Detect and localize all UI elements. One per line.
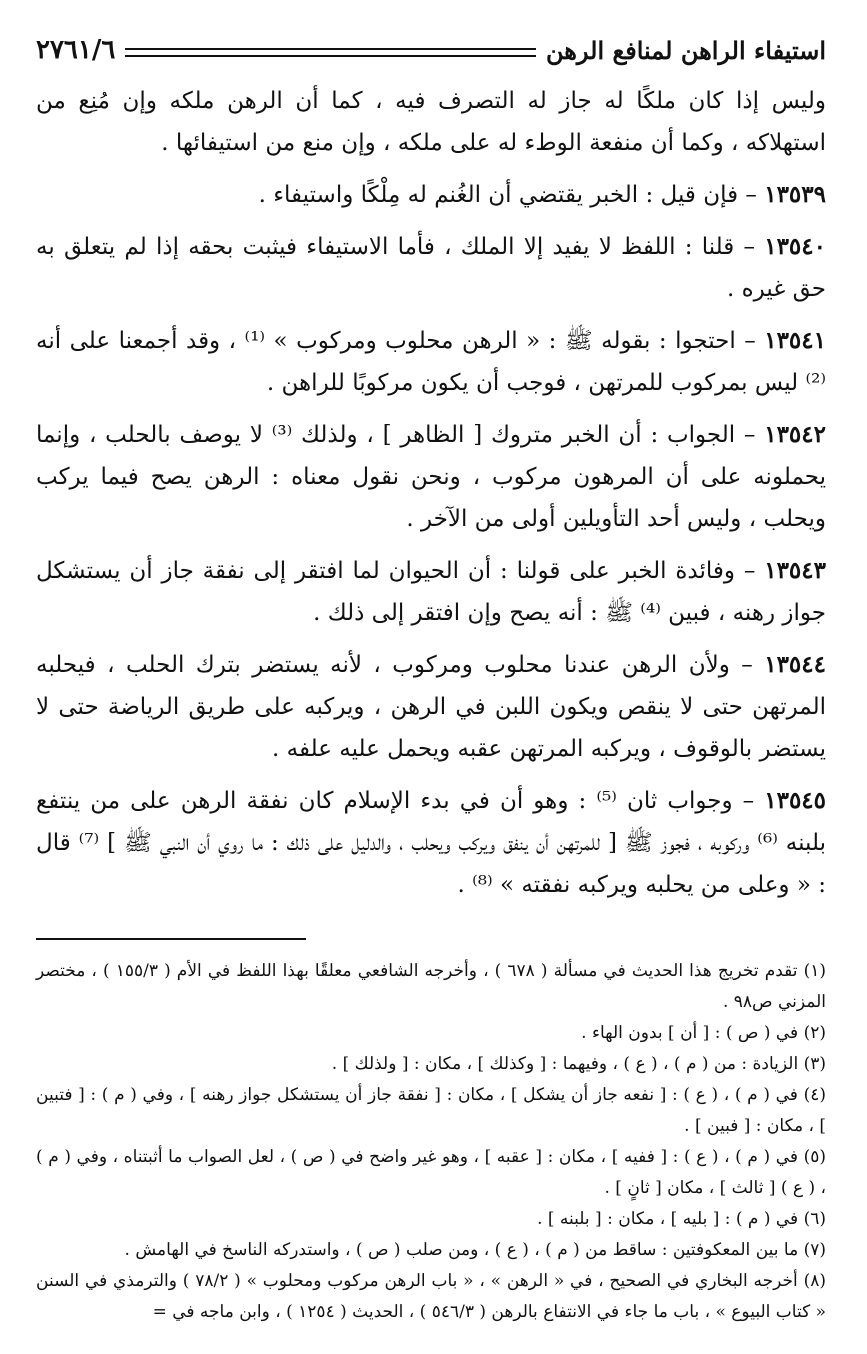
footnote-separator bbox=[36, 938, 306, 940]
footnotes bbox=[36, 956, 826, 1328]
footnote-4: (٤) في ( م ) ، ( ع ) : [ نفعه جاز أن يشكل ] ، مكان : [ نفقة جاز أن يستشكل جواز رهنه ] ، وفي ( م ) : [ فتبين ] ، مكان : [ فبين ] . bbox=[36, 1085, 826, 1136]
paragraph-text: – فإن قيل : الخبر يقتضي أن الغُنم له مِلْكًا واستيفاء . bbox=[258, 182, 765, 208]
paragraph-number: ١٣٥٣٩ bbox=[764, 181, 826, 208]
paragraph-continuation bbox=[36, 80, 826, 164]
page-number: ٢٧٦١/٦ bbox=[36, 35, 116, 65]
paragraph-13541 bbox=[36, 320, 826, 404]
paragraph-number: ١٣٥٤٢ bbox=[764, 421, 826, 448]
paragraph-text: – الجواب : أن الخبر متروك [ الظاهر ] ، ولذلك ⁽³⁾ لا يوصف بالحلب ، وإنما يحملونه على أن المرهون مركوب ، ونحن نقول معناه : الرهن يصح فيما يركب ويحلب ، وليس أحد التأويلين أولى من الآخر . bbox=[36, 422, 826, 532]
paragraph-text: وليس إذا كان ملكًا له جاز له التصرف فيه ، كما أن الرهن ملكه وإن مُنِع من استهلاكه ، وكما أن منفعة الوطء له على ملكه ، وإن منع من استيفائها . bbox=[36, 88, 826, 156]
paragraph-text: – ولأن الرهن عندنا محلوب ومركوب ، لأنه يستضر بترك الحلب ، فيحلبه المرتهن حتى لا ينقص ويكون اللبن في الرهن ، ويركبه على طريق الرياضة حتى لا يستضر بالوقوف ، ويركبه المرتهن عقبه ويحمل عليه علفه . bbox=[36, 652, 826, 762]
paragraph-13544 bbox=[36, 644, 826, 770]
header-double-rule bbox=[125, 48, 536, 57]
paragraph-number: ١٣٥٤٣ bbox=[764, 557, 826, 584]
paragraph-number: ١٣٥٤٤ bbox=[764, 651, 826, 678]
paragraph-number: ١٣٥٤٥ bbox=[764, 787, 827, 814]
footnote-separator-wrap bbox=[36, 916, 826, 956]
main-text bbox=[36, 80, 826, 906]
paragraph-number: ١٣٥٤٠ bbox=[764, 233, 826, 260]
header-title: استيفاء الراهن لمنافع الرهن bbox=[545, 35, 826, 65]
paragraph-13540 bbox=[36, 226, 826, 310]
footnote-8: (٨) أخرجه البخاري في الصحيح ، في « الرهن » ، « باب الرهن مركوب ومحلوب » ( ٧٨/٢ ) والترمذي في السنن « كتاب البيوع » ، باب ما جاء في الانتفاع بالرهن ( ٥٤٦/٣ ) ، الحديث ( ١٢٥٤ ) ، وابن ماجه في = bbox=[36, 1271, 826, 1322]
paragraph-text: – وفائدة الخبر على قولنا : أن الحيوان لما افتقر إلى نفقة جاز أن يستشكل جواز رهنه ، فبين ⁽⁴⁾ ﷺ : أنه يصح وإن افتقر إلى ذلك . bbox=[36, 558, 826, 626]
book-page bbox=[36, 28, 826, 1328]
paragraph-13545 bbox=[36, 780, 826, 906]
footnote-6: (٦) في ( م ) : [ بليه ] ، مكان : [ بلبنه ] . bbox=[537, 1209, 826, 1229]
footnote-7: (٧) ما بين المعكوفتين : ساقط من ( م ) ، ( ع ) ، ومن صلب ( ص ) ، واستدركه الناسخ في الهامش . bbox=[124, 1240, 826, 1260]
paragraph-number: ١٣٥٤١ bbox=[764, 327, 826, 354]
paragraph-13542 bbox=[36, 414, 826, 540]
paragraph-13539 bbox=[36, 174, 826, 216]
paragraph-13543 bbox=[36, 550, 826, 634]
paragraph-text: – قلنا : اللفظ لا يفيد إلا الملك ، فأما الاستيفاء فيثبت بحقه إذا لم يتعلق به حق غيره . bbox=[36, 234, 826, 302]
paragraph-text: – احتجوا : بقوله ﷺ : « الرهن محلوب ومركوب » ⁽¹⁾ ، وقد أجمعنا على أنه ⁽²⁾ ليس بمركوب للمرتهن ، فوجب أن يكون مركوبًا للراهن . bbox=[36, 328, 826, 396]
footnote-5: (٥) في ( م ) ، ( ع ) : [ ففيه ] ، مكان : [ عقبه ] ، وهو غير واضح في ( ص ) ، لعل الصواب ما أثبتناه ، وفي ( م ) ، ( ع ) [ ثالث ] ، مكان [ ثانٍ ] . bbox=[36, 1147, 826, 1198]
footnote-1: (١) تقدم تخريج هذا الحديث في مسألة ( ٦٧٨ ) ، وأخرجه الشافعي معلقًا بهذا اللفظ في الأم ( ١٥٥/٣ ) ، مختصر المزني ص٩٨ . bbox=[36, 961, 826, 1012]
running-header bbox=[36, 28, 826, 72]
footnote-2: (٢) في ( ص ) : [ أن ] بدون الهاء . bbox=[581, 1023, 826, 1043]
footnote-3: (٣) الزيادة : من ( م ) ، ( ع ) ، وفيهما : [ وكذلك ] ، مكان : [ ولذلك ] . bbox=[331, 1054, 826, 1074]
paragraph-text: – وجواب ثان ⁽⁵⁾ : وهو أن في بدء الإسلام كان نفقة الرهن على من ينتفع بلبنه ⁽⁶⁾ وركوبه ، فجوز ﷺ [ للمرتهن أن ينفق ويركب ويحلب ، والدليل على ذلك : ما روي أن النبي ﷺ ] ⁽⁷⁾ قال : « وعلى من يحلبه ويركبه نفقته » ⁽⁸⁾ . bbox=[36, 788, 827, 898]
